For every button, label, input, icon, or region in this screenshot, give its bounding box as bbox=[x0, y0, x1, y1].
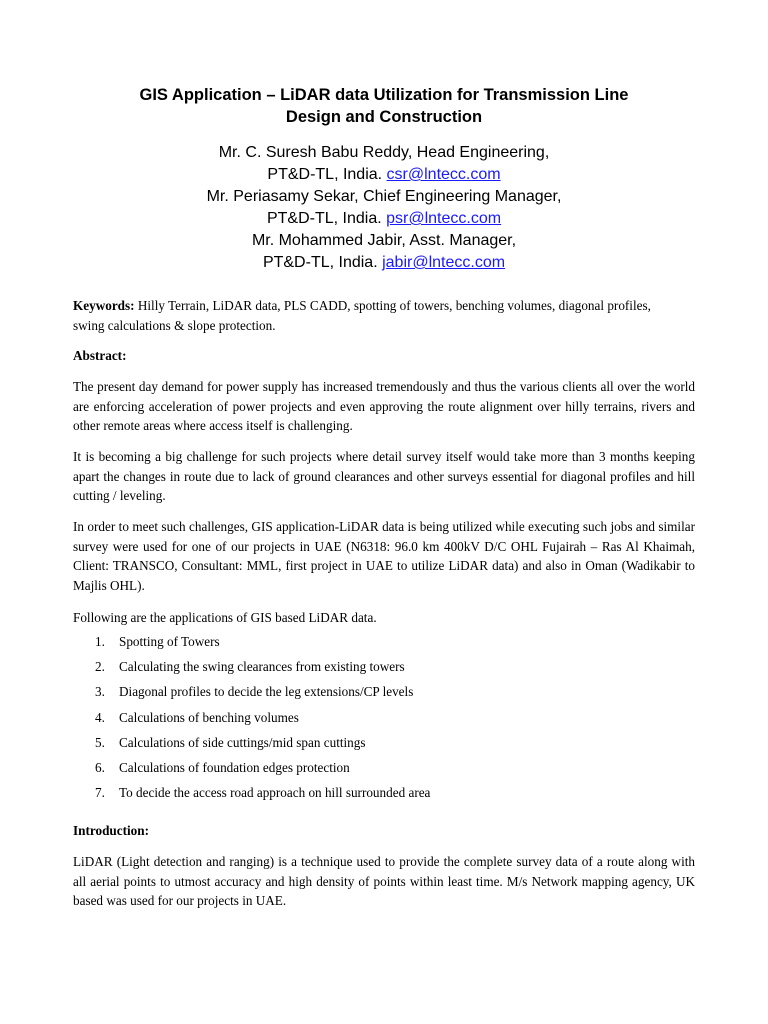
introduction-heading: Introduction: bbox=[73, 823, 149, 838]
list-text: Spotting of Towers bbox=[119, 634, 220, 649]
list-text: Calculations of side cuttings/mid span cuttings bbox=[119, 735, 366, 750]
author-email-link[interactable]: jabir@lntecc.com bbox=[382, 254, 506, 271]
list-text: Calculating the swing clearances from existing towers bbox=[119, 659, 405, 674]
list-number: 3. bbox=[95, 684, 105, 699]
author-affiliation-line bbox=[60, 252, 708, 274]
author-affiliation: PT&D-TL, India. bbox=[266, 210, 387, 227]
list-item bbox=[95, 783, 695, 802]
author-name-line: Mr. C. Suresh Babu Reddy, Head Engineering, bbox=[218, 144, 550, 161]
abstract-paragraph-3: In order to meet such challenges, GIS application-LiDAR data is being utilized while executing such jobs and similar survey were used for one of our projects in UAE (N6318: 96.0 km 400kV D/C OHL Fujairah – Ras Al Khaimah, Client: TRANSCO, Consultant: MML, first project in UAE to utilize LiDAR data) and also in Oman (Wadikabir to Majlis OHL). bbox=[73, 519, 695, 593]
paper-title-line-2: Design and Construction bbox=[285, 108, 483, 126]
list-item bbox=[95, 657, 695, 676]
author-email-link[interactable]: csr@lntecc.com bbox=[386, 166, 501, 183]
list-item bbox=[95, 708, 695, 727]
list-number: 1. bbox=[95, 634, 105, 649]
author-affiliation-line bbox=[60, 164, 708, 186]
author-affiliation: PT&D-TL, India. bbox=[262, 254, 383, 271]
keywords-text: Hilly Terrain, LiDAR data, PLS CADD, spotting of towers, benching volumes, diagonal profiles, swing calculations & slope protection. bbox=[73, 298, 651, 333]
list-item bbox=[95, 758, 695, 777]
abstract-paragraph-4: Following are the applications of GIS based LiDAR data. bbox=[73, 610, 377, 625]
keywords-label: Keywords: bbox=[73, 298, 135, 313]
list-item bbox=[95, 632, 695, 651]
author-block-1 bbox=[60, 142, 708, 186]
author-affiliation: PT&D-TL, India. bbox=[267, 166, 387, 183]
list-number: 7. bbox=[95, 785, 105, 800]
paper-title-line-1: GIS Application – LiDAR data Utilization for Transmission Line bbox=[139, 86, 629, 104]
list-item bbox=[95, 682, 695, 701]
author-name-line: Mr. Mohammed Jabir, Asst. Manager, bbox=[251, 232, 517, 249]
abstract-heading: Abstract: bbox=[73, 348, 127, 363]
introduction-paragraph: LiDAR (Light detection and ranging) is a technique used to provide the complete survey data of a route along with all aerial points to utmost accuracy and high density of points within least time. M/s Network mapping agency, UK based was used for our projects in UAE. bbox=[73, 854, 695, 908]
list-text: Calculations of foundation edges protection bbox=[119, 760, 350, 775]
list-text: Calculations of benching volumes bbox=[119, 710, 299, 725]
list-text: Diagonal profiles to decide the leg extensions/CP levels bbox=[119, 684, 414, 699]
abstract-paragraph-1: The present day demand for power supply has increased tremendously and thus the various clients all over the world are enforcing acceleration of power projects and even approving the route alignment over hilly terrains, rivers and other remote areas where access itself is challenging. bbox=[73, 379, 695, 433]
paper-title bbox=[60, 84, 708, 128]
author-block-2 bbox=[60, 186, 708, 230]
author-block-3 bbox=[60, 230, 708, 274]
list-number: 5. bbox=[95, 735, 105, 750]
author-name-line: Mr. Periasamy Sekar, Chief Engineering Manager, bbox=[206, 188, 562, 205]
author-email-link[interactable]: psr@lntecc.com bbox=[386, 210, 502, 227]
list-number: 2. bbox=[95, 659, 105, 674]
list-number: 6. bbox=[95, 760, 105, 775]
list-text: To decide the access road approach on hill surrounded area bbox=[119, 785, 431, 800]
list-item bbox=[95, 733, 695, 752]
keywords-paragraph bbox=[73, 296, 658, 335]
list-number: 4. bbox=[95, 710, 105, 725]
author-affiliation-line bbox=[60, 208, 708, 230]
abstract-paragraph-2: It is becoming a big challenge for such projects where detail survey itself would take more than 3 months keeping apart the changes in route due to lack of ground clearances and other surveys essential for diagonal profiles and hill cutting / leveling. bbox=[73, 449, 695, 503]
